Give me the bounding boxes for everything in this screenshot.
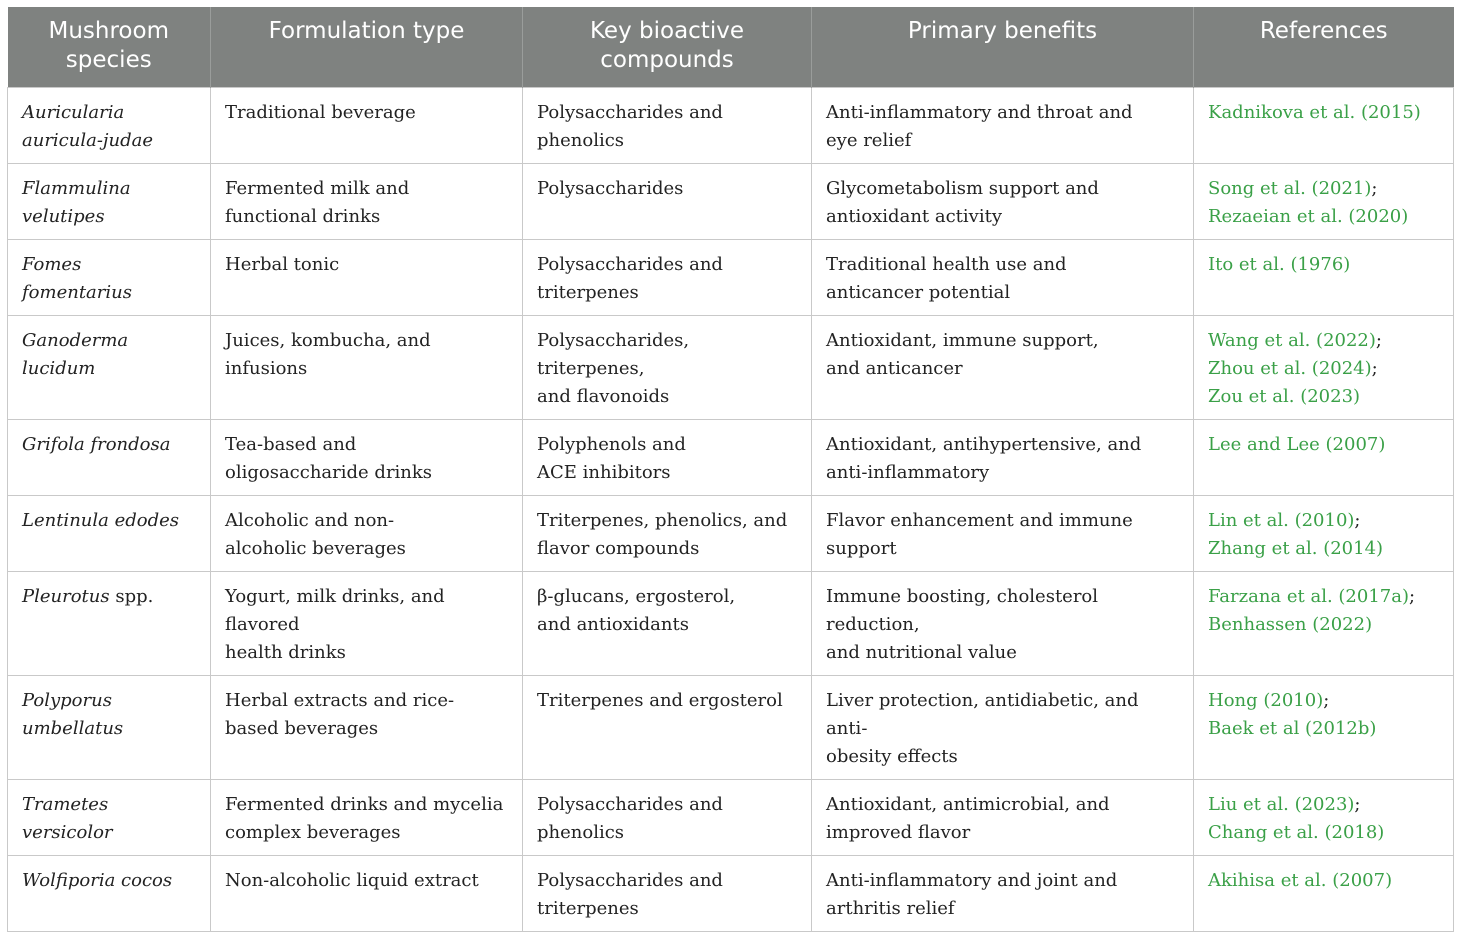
species-suffix: spp. <box>109 585 154 607</box>
cell-species <box>8 419 211 495</box>
benefits-text: and anticancer <box>826 357 963 379</box>
cell-compounds <box>523 163 812 239</box>
formulation-text: oligosaccharide drinks <box>225 461 433 483</box>
cell-formulation <box>211 495 523 571</box>
reference-link[interactable]: Rezaeian et al. (2020) <box>1208 205 1409 227</box>
formulation-text: Fermented drinks and mycelia <box>225 793 504 815</box>
cell-benefits <box>812 495 1194 571</box>
col-header-compounds: Key bioactive compounds <box>523 7 812 87</box>
cell-references <box>1194 87 1454 163</box>
cell-compounds <box>523 779 812 855</box>
formulation-text: Alcoholic and non- <box>225 509 395 531</box>
cell-benefits <box>812 675 1194 779</box>
formulation-text: health drinks <box>225 641 346 663</box>
cell-formulation <box>211 87 523 163</box>
cell-species <box>8 495 211 571</box>
benefits-text: improved flavor <box>826 821 971 843</box>
species-name: Trametes versicolor <box>22 793 113 843</box>
cell-benefits <box>812 163 1194 239</box>
species-name: Wolfiporia cocos <box>22 869 173 891</box>
species-name: Lentinula edodes <box>22 509 180 531</box>
cell-benefits <box>812 239 1194 315</box>
benefits-text: antioxidant activity <box>826 205 1002 227</box>
reference-separator: ; <box>1375 329 1382 351</box>
cell-references <box>1194 163 1454 239</box>
table-row <box>8 495 1454 571</box>
table-row <box>8 855 1454 931</box>
reference-link[interactable]: Hong (2010) <box>1208 689 1324 711</box>
reference-link[interactable]: Ito et al. (1976) <box>1208 253 1351 275</box>
formulation-text: Yogurt, milk drinks, and flavored <box>225 585 445 635</box>
compounds-text: β-glucans, ergosterol, <box>537 585 736 607</box>
benefits-text: Anti-inflammatory and throat and <box>826 101 1133 123</box>
cell-benefits <box>812 779 1194 855</box>
compounds-text: Triterpenes, phenolics, and <box>537 509 788 531</box>
table-body <box>8 87 1454 931</box>
cell-compounds <box>523 571 812 675</box>
formulation-text: Tea-based and <box>225 433 357 455</box>
reference-link[interactable]: Kadnikova et al. (2015) <box>1208 101 1421 123</box>
compounds-text: flavor compounds <box>537 537 700 559</box>
benefits-text: Anti-inflammatory and joint and <box>826 869 1118 891</box>
benefits-text: Traditional health use and <box>826 253 1067 275</box>
species-name-cont: auricula-judae <box>22 129 154 151</box>
compounds-text: and flavonoids <box>537 385 670 407</box>
col-header-benefits: Primary benefits <box>812 7 1194 87</box>
benefits-text: Glycometabolism support and <box>826 177 1099 199</box>
cell-benefits <box>812 87 1194 163</box>
benefits-text: Antioxidant, immune support, <box>826 329 1099 351</box>
cell-species <box>8 855 211 931</box>
cell-benefits <box>812 571 1194 675</box>
cell-compounds <box>523 87 812 163</box>
cell-species <box>8 675 211 779</box>
benefits-text: obesity effects <box>826 745 958 767</box>
formulation-text: Non-alcoholic liquid extract <box>225 869 479 891</box>
cell-references <box>1194 571 1454 675</box>
reference-link[interactable]: Benhassen (2022) <box>1208 613 1373 635</box>
table-row <box>8 571 1454 675</box>
cell-species <box>8 571 211 675</box>
benefits-text: and nutritional value <box>826 641 1017 663</box>
compounds-text: Triterpenes and ergosterol <box>537 689 783 711</box>
reference-separator: ; <box>1371 357 1378 379</box>
formulation-text: Traditional beverage <box>225 101 416 123</box>
benefits-text: arthritis relief <box>826 897 955 919</box>
cell-formulation <box>211 315 523 419</box>
mushroom-beverage-table <box>7 7 1454 932</box>
cell-benefits <box>812 419 1194 495</box>
species-name: Auricularia <box>22 101 125 123</box>
cell-formulation <box>211 419 523 495</box>
cell-references <box>1194 495 1454 571</box>
formulation-text: Herbal extracts and rice- <box>225 689 455 711</box>
compounds-text: Polysaccharides and triterpenes <box>537 869 723 919</box>
reference-separator: ; <box>1354 509 1361 531</box>
formulation-text: complex beverages <box>225 821 401 843</box>
cell-references <box>1194 239 1454 315</box>
cell-compounds <box>523 239 812 315</box>
benefits-text: Immune boosting, cholesterol reduction, <box>826 585 1099 635</box>
table-header <box>8 7 1454 87</box>
cell-compounds <box>523 855 812 931</box>
col-header-formulation: Formulation type <box>211 7 523 87</box>
col-header-references: References <box>1194 7 1454 87</box>
cell-benefits <box>812 315 1194 419</box>
cell-species <box>8 239 211 315</box>
cell-species <box>8 163 211 239</box>
cell-compounds <box>523 675 812 779</box>
compounds-text: and antioxidants <box>537 613 689 635</box>
reference-link[interactable]: Lin et al. (2010) <box>1208 509 1355 531</box>
compounds-text: Polysaccharides, triterpenes, <box>537 329 690 379</box>
species-name: Ganoderma lucidum <box>22 329 129 379</box>
table-row <box>8 87 1454 163</box>
reference-link[interactable]: Zhou et al. (2024) <box>1208 357 1372 379</box>
cell-compounds <box>523 315 812 419</box>
table-row <box>8 239 1454 315</box>
species-name: Fomes fomentarius <box>22 253 132 303</box>
species-name: Polyporus umbellatus <box>22 689 124 739</box>
cell-species <box>8 315 211 419</box>
benefits-text: Liver protection, antidiabetic, and anti- <box>826 689 1139 739</box>
benefits-text: anti-inflammatory <box>826 461 990 483</box>
benefits-text: Antioxidant, antimicrobial, and <box>826 793 1110 815</box>
cell-formulation <box>211 675 523 779</box>
cell-formulation <box>211 779 523 855</box>
cell-references <box>1194 419 1454 495</box>
formulation-text: functional drinks <box>225 205 381 227</box>
formulation-text: based beverages <box>225 717 379 739</box>
reference-link[interactable]: Baek et al (2012b) <box>1208 717 1377 739</box>
cell-formulation <box>211 239 523 315</box>
benefits-text: Flavor enhancement and immune support <box>826 509 1133 559</box>
benefits-text: Antioxidant, antihypertensive, and <box>826 433 1142 455</box>
cell-formulation <box>211 855 523 931</box>
reference-link[interactable]: Song et al. (2021) <box>1208 177 1372 199</box>
compounds-text: Polysaccharides and phenolics <box>537 101 723 151</box>
compounds-text: Polyphenols and <box>537 433 686 455</box>
benefits-text: eye relief <box>826 129 912 151</box>
reference-link[interactable]: Lee and Lee (2007) <box>1208 433 1386 455</box>
table-row <box>8 675 1454 779</box>
cell-formulation <box>211 571 523 675</box>
reference-separator: ; <box>1371 177 1378 199</box>
species-name: Flammulina velutipes <box>22 177 131 227</box>
formulation-text: Fermented milk and <box>225 177 410 199</box>
compounds-text: Polysaccharides <box>537 177 684 199</box>
reference-link[interactable]: Liu et al. (2023) <box>1208 793 1355 815</box>
reference-link[interactable]: Akihisa et al. (2007) <box>1208 869 1393 891</box>
cell-formulation <box>211 163 523 239</box>
cell-references <box>1194 779 1454 855</box>
benefits-text: anticancer potential <box>826 281 1011 303</box>
cell-references <box>1194 675 1454 779</box>
cell-benefits <box>812 855 1194 931</box>
reference-separator: ; <box>1409 585 1416 607</box>
reference-link[interactable]: Zou et al. (2023) <box>1208 385 1361 407</box>
reference-link[interactable]: Wang et al. (2022) <box>1208 329 1376 351</box>
cell-references <box>1194 315 1454 419</box>
formulation-text: Juices, kombucha, and infusions <box>225 329 431 379</box>
cell-compounds <box>523 419 812 495</box>
table-row <box>8 315 1454 419</box>
cell-species <box>8 779 211 855</box>
formulation-text: alcoholic beverages <box>225 537 406 559</box>
species-name: Pleurotus <box>22 585 110 607</box>
reference-link[interactable]: Farzana et al. (2017a) <box>1208 585 1409 607</box>
reference-separator: ; <box>1354 793 1361 815</box>
compounds-text: Polysaccharides and triterpenes <box>537 253 723 303</box>
col-header-species: Mushroom species <box>8 7 211 87</box>
compounds-text: ACE inhibitors <box>537 461 671 483</box>
species-name: Grifola frondosa <box>22 433 171 455</box>
table-row <box>8 163 1454 239</box>
reference-link[interactable]: Chang et al. (2018) <box>1208 821 1385 843</box>
table-row <box>8 419 1454 495</box>
cell-species <box>8 87 211 163</box>
cell-compounds <box>523 495 812 571</box>
formulation-text: Herbal tonic <box>225 253 340 275</box>
reference-separator: ; <box>1323 689 1330 711</box>
cell-references <box>1194 855 1454 931</box>
compounds-text: Polysaccharides and phenolics <box>537 793 723 843</box>
reference-link[interactable]: Zhang et al. (2014) <box>1208 537 1384 559</box>
table-row <box>8 779 1454 855</box>
